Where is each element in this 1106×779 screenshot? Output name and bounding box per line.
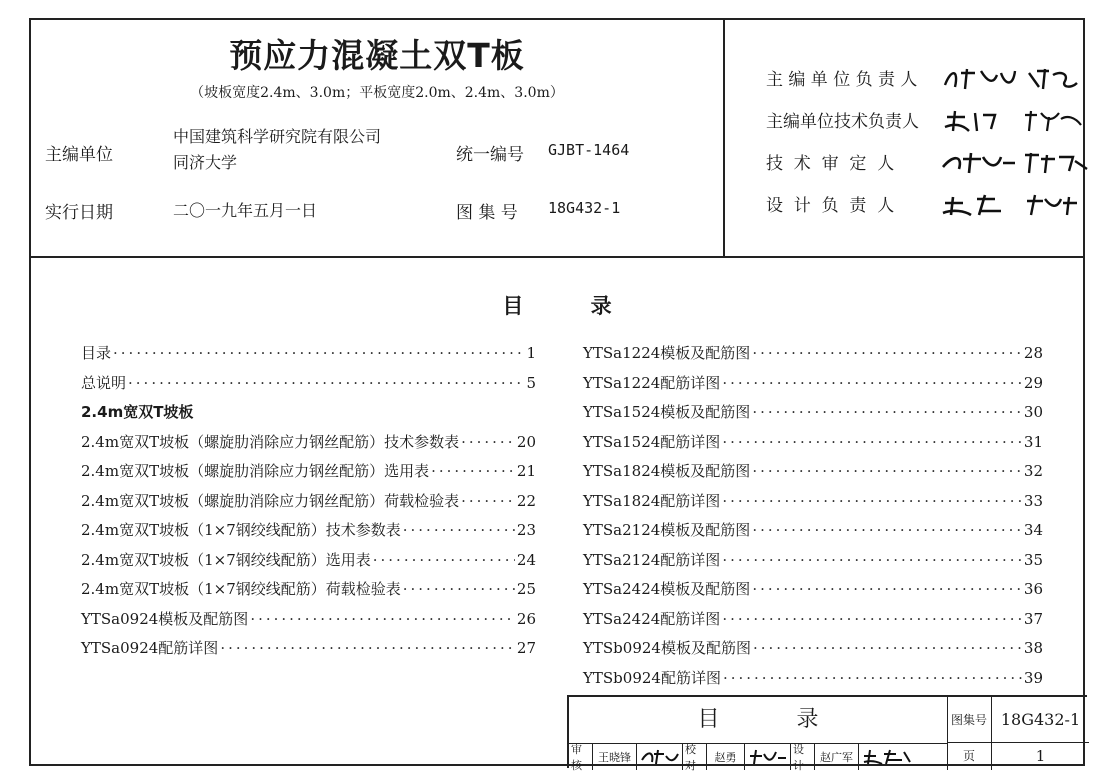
handwritten-signature — [941, 149, 1091, 177]
review-label: 审核 — [569, 743, 593, 770]
chief-editor-tech-responsible-row — [766, 107, 1086, 133]
editor-unit-label: 主编单位 — [45, 145, 113, 165]
leader-dots — [461, 433, 515, 451]
leader-dots — [250, 610, 515, 628]
leader-dots — [723, 669, 1022, 687]
title-block-title: 目 录 — [569, 697, 948, 744]
leader-dots — [752, 521, 1022, 539]
toc-entry-page: 28 — [1023, 344, 1043, 362]
toc-entry[interactable] — [583, 549, 1043, 579]
reviewer-signature — [637, 743, 683, 770]
responsible-label: 设 计 负 责 人 — [766, 196, 895, 216]
toc-entry-page: 25 — [516, 580, 536, 598]
checker-name: 赵勇 — [707, 743, 745, 770]
page-value-cell: 1 — [1035, 747, 1046, 765]
handwritten-signature — [941, 107, 1091, 135]
toc-entry-title: 2.4m宽双T坡板（螺旋肋消除应力钢丝配筋）技术参数表 — [81, 432, 460, 451]
chief-editor-responsible-row — [766, 65, 1086, 91]
toc-entry-title: YTSa1224配筋详图 — [583, 373, 721, 392]
editor-unit-line1: 中国建筑科学研究院有限公司 — [173, 127, 382, 146]
toc-entry-title: 2.4m宽双T坡板（螺旋肋消除应力钢丝配筋）荷载检验表 — [81, 491, 460, 510]
toc-entry-title: 2.4m宽双T坡板（1×7钢绞线配筋）技术参数表 — [81, 521, 401, 539]
toc-entry-page: 30 — [1023, 403, 1043, 421]
toc-entry[interactable] — [81, 637, 536, 667]
drawing-frame — [29, 18, 1085, 772]
toc-entry[interactable] — [583, 342, 1043, 372]
leader-dots — [753, 639, 1022, 657]
toc-entry[interactable] — [81, 460, 536, 490]
toc-entry-title: 2.4m宽双T坡板（螺旋肋消除应力钢丝配筋）选用表 — [81, 462, 430, 480]
leader-dots — [722, 610, 1022, 628]
handwritten-signature — [941, 191, 1091, 219]
toc-entry-page: 29 — [1023, 373, 1043, 392]
atlas-number-label-cell: 图集号 — [947, 697, 992, 743]
handwritten-signature — [862, 748, 912, 766]
toc-entry-title: YTSa0924模板及配筋图 — [81, 609, 249, 628]
leader-dots — [752, 344, 1022, 362]
toc-entry[interactable] — [583, 460, 1043, 490]
leader-dots — [128, 374, 524, 392]
signature-row — [569, 743, 948, 770]
leader-dots — [220, 639, 515, 657]
leader-dots — [113, 344, 524, 362]
toc-entry-page: 22 — [516, 491, 536, 510]
leader-dots — [722, 551, 1022, 569]
toc-entry-title: YTSb0924模板及配筋图 — [583, 639, 751, 657]
toc-entry[interactable] — [583, 608, 1043, 638]
toc-entry-title: YTSa2124配筋详图 — [583, 550, 721, 569]
toc-entry-page: 33 — [1023, 491, 1043, 510]
designer-signature — [859, 743, 915, 770]
atlas-title: 预应力混凝土双T板 — [229, 36, 525, 75]
unified-number-label: 统一编号 — [456, 145, 524, 165]
toc-entry-page: 38 — [1023, 639, 1043, 657]
toc-entry[interactable] — [81, 342, 536, 372]
leader-dots — [752, 403, 1022, 421]
page-label-cell: 页 — [947, 743, 992, 770]
toc-entry[interactable] — [583, 519, 1043, 549]
toc-entry[interactable] — [81, 578, 536, 608]
responsible-label: 主编单位技术负责人 — [766, 112, 919, 132]
toc-entry[interactable] — [583, 431, 1043, 461]
check-label: 校对 — [683, 743, 707, 770]
toc-left-column — [81, 342, 536, 667]
leader-dots — [373, 551, 515, 569]
effective-date-value: 二〇一九年五月一日 — [173, 201, 318, 220]
responsible-label: 主 编 单 位 负 责 人 — [766, 70, 918, 90]
toc-entry-title: YTSa1524配筋详图 — [583, 432, 721, 451]
toc-entry-page: 37 — [1023, 609, 1043, 628]
leader-dots — [403, 521, 515, 539]
toc-entry-title: YTSa1524模板及配筋图 — [583, 403, 751, 421]
toc-entry-title: 总说明 — [81, 373, 127, 392]
toc-entry-title: YTSa1824模板及配筋图 — [583, 462, 751, 480]
toc-entry-title: YTSa0924配筋详图 — [81, 639, 219, 657]
atlas-number-value: 18G432-1 — [548, 199, 621, 217]
toc-entry[interactable] — [583, 667, 1043, 697]
leader-dots — [752, 462, 1022, 480]
toc-entry-title: 2.4m宽双T坡板（1×7钢绞线配筋）荷载检验表 — [81, 580, 401, 598]
toc-entry[interactable] — [81, 490, 536, 520]
responsible-label: 技 术 审 定 人 — [766, 154, 895, 174]
toc-entry-page: 35 — [1023, 550, 1043, 569]
handwritten-signature — [640, 748, 680, 766]
toc-entry[interactable] — [81, 431, 536, 461]
toc-entry-page: 36 — [1023, 580, 1043, 598]
checker-signature — [745, 743, 791, 770]
toc-entry-page: 31 — [1023, 432, 1043, 451]
toc-entry-page: 21 — [516, 462, 536, 480]
toc-entry-title: YTSa2424模板及配筋图 — [583, 580, 751, 598]
toc-entry[interactable] — [583, 372, 1043, 402]
toc-entry-page: 23 — [516, 521, 536, 539]
toc-entry-title: YTSa1224模板及配筋图 — [583, 344, 751, 362]
editor-unit-line2: 同济大学 — [173, 153, 238, 172]
toc-entry-page: 32 — [1023, 462, 1043, 480]
leader-dots — [752, 580, 1022, 598]
leader-dots — [722, 374, 1022, 392]
leader-dots — [403, 580, 515, 598]
effective-date-label: 实行日期 — [45, 203, 113, 223]
toc-entry-title: 目录 — [81, 344, 112, 362]
toc-entry[interactable] — [81, 549, 536, 579]
title-block — [567, 695, 1087, 772]
toc-entry[interactable] — [583, 578, 1043, 608]
toc-entry[interactable] — [81, 608, 536, 638]
toc-entry-page: 5 — [526, 373, 536, 392]
designer-name: 赵广军 — [815, 743, 859, 770]
leader-dots — [461, 492, 515, 510]
handwritten-signature — [748, 748, 788, 766]
toc-entry[interactable] — [583, 401, 1043, 431]
atlas-subtitle: （坡板宽度2.4m、3.0m；平板宽度2.0m、2.4m、3.0m） — [190, 85, 564, 101]
toc-entry-page: 24 — [516, 550, 536, 569]
toc-entry[interactable] — [583, 637, 1043, 667]
toc-entry[interactable] — [583, 490, 1043, 520]
atlas-number-label: 图 集 号 — [456, 203, 518, 223]
toc-entry-page: 39 — [1023, 668, 1043, 687]
toc-entry-page: 1 — [526, 344, 536, 362]
unified-number-value: GJBT-1464 — [548, 141, 630, 159]
technical-approver-row — [766, 149, 1086, 175]
leader-dots — [431, 462, 515, 480]
design-label: 设计 — [791, 743, 815, 770]
design-responsible-row — [766, 191, 1086, 217]
leader-dots — [722, 433, 1022, 451]
leader-dots — [722, 492, 1022, 510]
toc-entry-title: YTSa1824配筋详图 — [583, 491, 721, 510]
toc-right-column — [583, 342, 1043, 696]
toc-entry-title: YTSa2124模板及配筋图 — [583, 521, 751, 539]
toc-title: 目 录 — [502, 294, 612, 318]
toc-entry-page: 20 — [516, 432, 536, 451]
toc-entry[interactable] — [81, 372, 536, 402]
toc-entry-page: 34 — [1023, 521, 1043, 539]
toc-entry-page: 26 — [516, 609, 536, 628]
toc-section-heading: 2.4m宽双T坡板 — [81, 403, 194, 421]
toc-entry-page: 27 — [516, 639, 536, 657]
toc-entry[interactable] — [81, 519, 536, 549]
toc-entry-title: YTSa2424配筋详图 — [583, 609, 721, 628]
toc-entry-title: 2.4m宽双T坡板（1×7钢绞线配筋）选用表 — [81, 550, 371, 569]
cover-header — [31, 20, 1083, 258]
header-info-panel — [31, 20, 725, 256]
handwritten-signature — [941, 65, 1091, 93]
atlas-number-value-cell: 18G432-1 — [992, 697, 1089, 743]
reviewer-name: 王晓锋 — [593, 743, 637, 770]
toc-entry-title: YTSb0924配筋详图 — [583, 668, 721, 687]
